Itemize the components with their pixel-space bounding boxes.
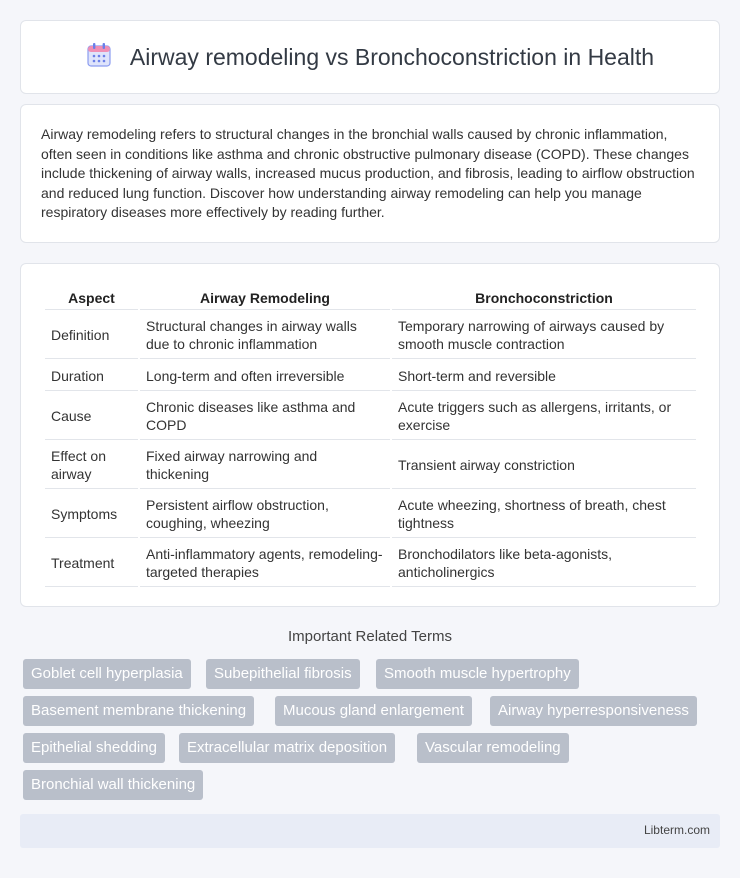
cell-airway-remodeling: Chronic diseases like asthma and COPD xyxy=(140,393,390,440)
cell-aspect: Cause xyxy=(45,393,138,440)
related-term-tag[interactable]: Subepithelial fibrosis xyxy=(206,659,360,689)
cell-airway-remodeling: Persistent airflow obstruction, coughing, wheezing xyxy=(140,491,390,538)
related-term-tag[interactable]: Basement membrane thickening xyxy=(23,696,254,726)
table-row xyxy=(45,442,696,489)
related-term-tag[interactable]: Airway hyperresponsiveness xyxy=(490,696,697,726)
table-row xyxy=(45,312,696,359)
header-card xyxy=(20,20,720,94)
cell-bronchoconstriction: Bronchodilators like beta-agonists, anticholinergics xyxy=(392,540,696,587)
footer xyxy=(20,814,720,848)
intro-card xyxy=(20,104,720,243)
cell-airway-remodeling: Long-term and often irreversible xyxy=(140,361,390,391)
related-term-tag[interactable]: Epithelial shedding xyxy=(23,733,165,763)
header-aspect: Aspect xyxy=(45,286,138,310)
cell-bronchoconstriction: Temporary narrowing of airways caused by smooth muscle contraction xyxy=(392,312,696,359)
cell-airway-remodeling: Fixed airway narrowing and thickening xyxy=(140,442,390,489)
comparison-table xyxy=(43,284,698,589)
related-term-tag[interactable]: Smooth muscle hypertrophy xyxy=(376,659,579,689)
table-row xyxy=(45,540,696,587)
header-airway-remodeling: Airway Remodeling xyxy=(140,286,390,310)
header-bronchoconstriction: Bronchoconstriction xyxy=(392,286,696,310)
related-term-tag[interactable]: Bronchial wall thickening xyxy=(23,770,203,800)
calendar-icon xyxy=(86,42,112,73)
cell-airway-remodeling: Structural changes in airway walls due to chronic inflammation xyxy=(140,312,390,359)
cell-airway-remodeling: Anti-inflammatory agents, remodeling-targeted therapies xyxy=(140,540,390,587)
cell-aspect: Treatment xyxy=(45,540,138,587)
related-term-tag[interactable]: Extracellular matrix deposition xyxy=(179,733,395,763)
related-term-tag[interactable]: Mucous gland enlargement xyxy=(275,696,472,726)
cell-bronchoconstriction: Transient airway constriction xyxy=(392,442,696,489)
related-term-tag[interactable]: Goblet cell hyperplasia xyxy=(23,659,191,689)
related-term-tag[interactable]: Vascular remodeling xyxy=(417,733,569,763)
cell-bronchoconstriction: Acute wheezing, shortness of breath, chest tightness xyxy=(392,491,696,538)
table-row xyxy=(45,361,696,391)
table-row xyxy=(45,491,696,538)
comparison-card xyxy=(20,263,720,607)
cell-bronchoconstriction: Acute triggers such as allergens, irritants, or exercise xyxy=(392,393,696,440)
cell-aspect: Symptoms xyxy=(45,491,138,538)
related-terms-title: Important Related Terms xyxy=(288,628,452,645)
footer-site-link[interactable]: Libterm.com xyxy=(643,823,710,837)
table-row xyxy=(45,393,696,440)
intro-paragraph: Airway remodeling refers to structural changes in the bronchial walls caused by chronic inflammation, often seen in conditions like asthma and chronic obstructive pulmonary disease (COPD). These changes include thickening of airway walls, increased mucus production, and fibrosis, leading to airflow obstruction and reduced lung function. Discover how understanding airway remodeling can help you manage respiratory diseases more effectively by reading further. xyxy=(41,126,695,220)
cell-aspect: Definition xyxy=(45,312,138,359)
cell-aspect: Duration xyxy=(45,361,138,391)
cell-bronchoconstriction: Short-term and reversible xyxy=(392,361,696,391)
page-title: Airway remodeling vs Bronchoconstriction in Health xyxy=(129,43,655,70)
cell-aspect: Effect on airway xyxy=(45,442,138,489)
